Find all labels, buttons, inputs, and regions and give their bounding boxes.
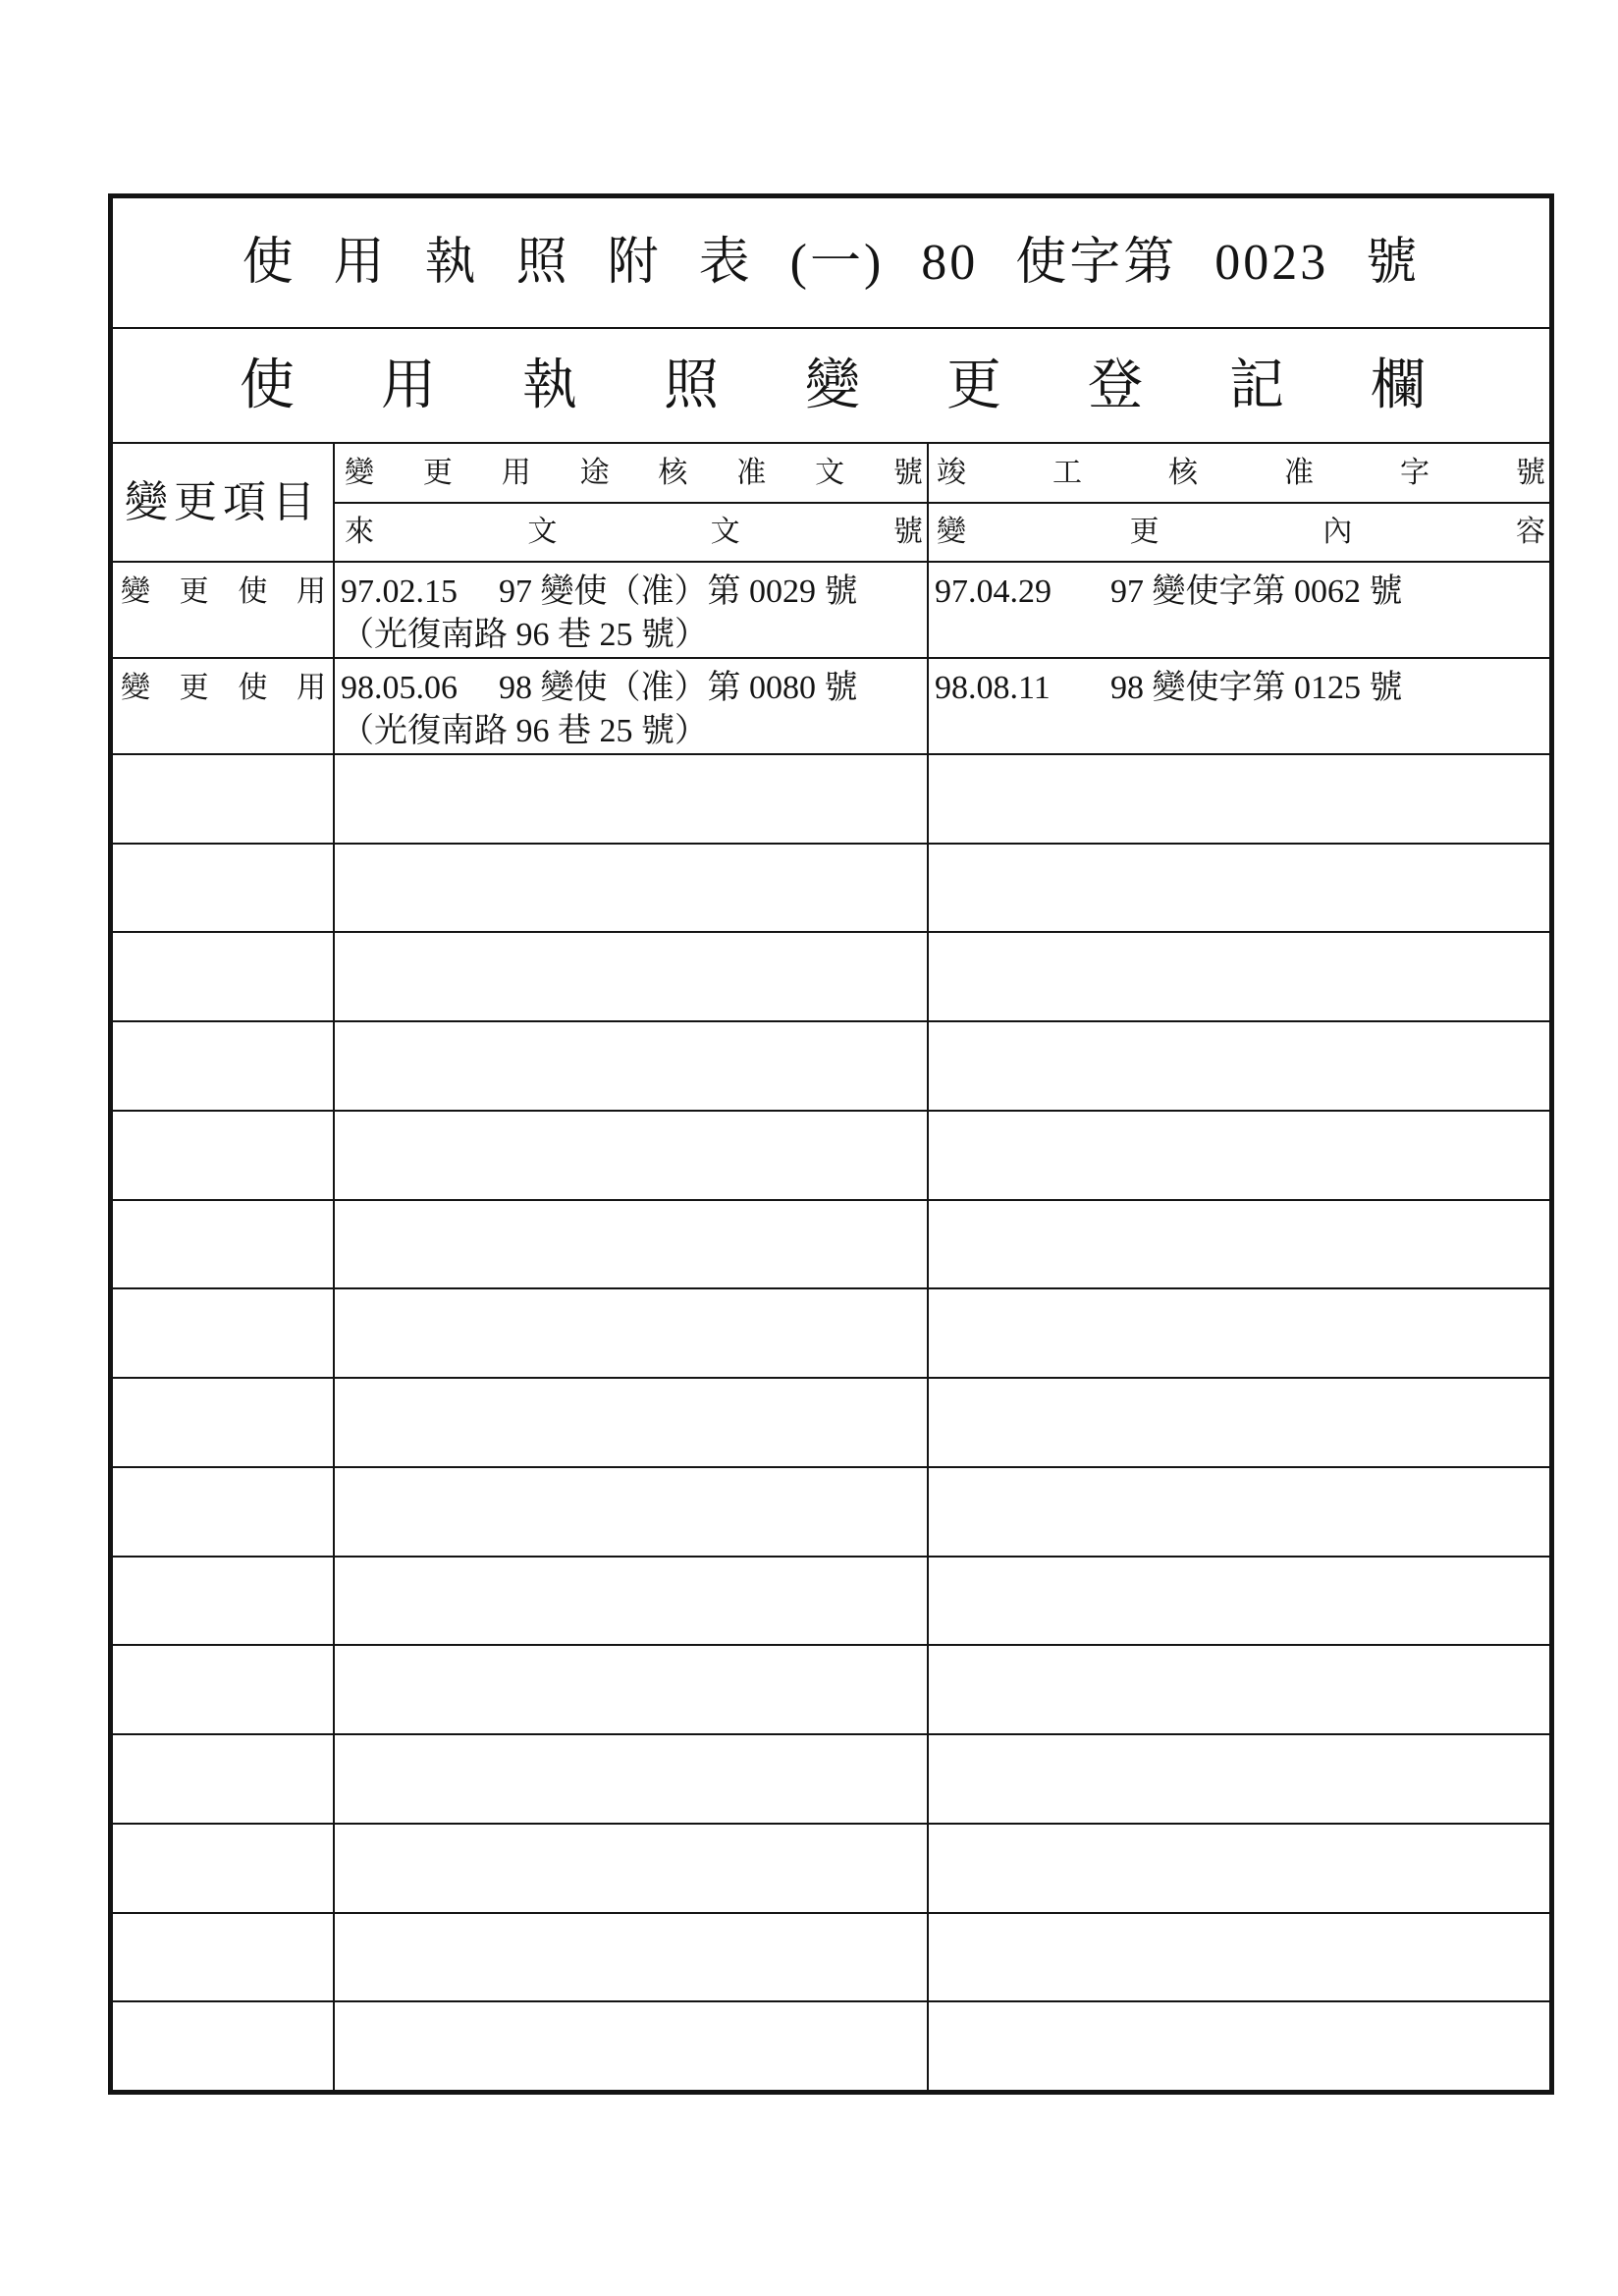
empty-table-row bbox=[113, 1022, 1549, 1112]
empty-cell bbox=[113, 1379, 335, 1466]
empty-table-row bbox=[113, 845, 1549, 934]
empty-cell bbox=[113, 1825, 335, 1912]
empty-table-row bbox=[113, 933, 1549, 1022]
completion-cell bbox=[929, 563, 1549, 657]
table-row bbox=[113, 659, 1549, 755]
empty-cell bbox=[929, 1825, 1549, 1912]
change-item: 變 更 使 用 bbox=[121, 672, 326, 704]
empty-cell bbox=[929, 2002, 1549, 2090]
completion-number: 97 變使字第 0062 號 bbox=[1110, 574, 1403, 610]
empty-cell bbox=[113, 1914, 335, 2001]
approval-number: 98 變使（准）第 0080 號 bbox=[499, 670, 858, 706]
subtitle-row bbox=[113, 329, 1549, 444]
empty-table-row bbox=[113, 1379, 1549, 1468]
empty-cell bbox=[113, 755, 335, 843]
empty-cell bbox=[113, 2002, 335, 2090]
empty-cell bbox=[113, 933, 335, 1020]
header-completion-number bbox=[929, 444, 1549, 504]
empty-cell bbox=[929, 1289, 1549, 1377]
empty-cell bbox=[335, 1201, 929, 1288]
empty-cell bbox=[113, 845, 335, 932]
empty-cell bbox=[929, 1468, 1549, 1556]
completion-number: 98 變使字第 0125 號 bbox=[1110, 670, 1403, 706]
empty-cell bbox=[335, 1735, 929, 1823]
empty-table-row bbox=[113, 1825, 1549, 1914]
table-row bbox=[113, 563, 1549, 659]
empty-table-row bbox=[113, 1558, 1549, 1647]
header-approval-number bbox=[335, 444, 927, 504]
address: （光復南路 96 巷 25 號） bbox=[341, 617, 708, 653]
empty-cell bbox=[335, 1468, 929, 1556]
empty-cell bbox=[929, 1022, 1549, 1110]
empty-table-row bbox=[113, 2002, 1549, 2090]
empty-table-row bbox=[113, 1201, 1549, 1290]
header-completion-number-label: 竣 工 核 准 字 號 bbox=[937, 456, 1545, 489]
empty-cell bbox=[335, 1022, 929, 1110]
header-change-content bbox=[929, 504, 1549, 561]
header-change-content-label: 變 更 內 容 bbox=[937, 516, 1545, 548]
approval-cell bbox=[335, 659, 929, 753]
empty-cell bbox=[113, 1201, 335, 1288]
title-row bbox=[113, 198, 1549, 329]
empty-cell bbox=[335, 1379, 929, 1466]
change-item: 變 更 使 用 bbox=[121, 575, 326, 608]
header-change-item bbox=[113, 444, 335, 561]
empty-cell bbox=[335, 1646, 929, 1733]
empty-cell bbox=[929, 933, 1549, 1020]
empty-cell bbox=[929, 1735, 1549, 1823]
approval-date: 97.02.15 bbox=[341, 574, 458, 610]
empty-cell bbox=[113, 1735, 335, 1823]
empty-cell bbox=[335, 1825, 929, 1912]
empty-cell bbox=[335, 933, 929, 1020]
empty-cell bbox=[335, 1112, 929, 1199]
approval-cell bbox=[335, 563, 929, 657]
empty-table-row bbox=[113, 1646, 1549, 1735]
address: （光復南路 96 巷 25 號） bbox=[341, 713, 708, 749]
empty-cell bbox=[929, 1112, 1549, 1199]
approval-date: 98.05.06 bbox=[341, 670, 458, 706]
empty-cell bbox=[113, 1289, 335, 1377]
empty-table-row bbox=[113, 1289, 1549, 1379]
empty-cell bbox=[335, 1289, 929, 1377]
page-title: 使 用 執 照 附 表 (一) 80 使字第 0023 號 bbox=[242, 234, 1421, 291]
empty-cell bbox=[113, 1112, 335, 1199]
empty-cell bbox=[335, 1558, 929, 1645]
empty-cell bbox=[335, 755, 929, 843]
empty-cell bbox=[929, 755, 1549, 843]
header-change-item-label: 變更項目 bbox=[125, 477, 321, 526]
empty-cell bbox=[929, 1914, 1549, 2001]
empty-cell bbox=[335, 845, 929, 932]
header-incoming-doc-number-label: 來 文 文 號 bbox=[345, 516, 923, 548]
empty-table-row bbox=[113, 755, 1549, 845]
completion-date: 97.04.29 bbox=[935, 574, 1052, 610]
empty-table-row bbox=[113, 1468, 1549, 1558]
table-header bbox=[113, 444, 1549, 563]
empty-table-row bbox=[113, 1735, 1549, 1825]
header-incoming-doc-number bbox=[335, 504, 927, 561]
empty-cell bbox=[335, 2002, 929, 2090]
empty-cell bbox=[929, 1558, 1549, 1645]
permit-attachment-table bbox=[108, 193, 1554, 2095]
table-body bbox=[113, 563, 1549, 2090]
change-item-cell bbox=[113, 659, 335, 753]
empty-table-row bbox=[113, 1112, 1549, 1201]
approval-number: 97 變使（准）第 0029 號 bbox=[499, 574, 858, 610]
completion-cell bbox=[929, 659, 1549, 753]
section-title: 使 用 執 照 變 更 登 記 欄 bbox=[240, 355, 1426, 416]
empty-cell bbox=[929, 1201, 1549, 1288]
empty-cell bbox=[113, 1646, 335, 1733]
header-completion-column bbox=[929, 444, 1549, 561]
change-item-cell bbox=[113, 563, 335, 657]
header-approval-number-label: 變 更 用 途 核 准 文 號 bbox=[345, 456, 923, 489]
empty-cell bbox=[929, 1379, 1549, 1466]
empty-cell bbox=[335, 1914, 929, 2001]
empty-cell bbox=[113, 1558, 335, 1645]
empty-cell bbox=[929, 1646, 1549, 1733]
header-approval-column bbox=[335, 444, 929, 561]
empty-table-row bbox=[113, 1914, 1549, 2003]
empty-cell bbox=[113, 1022, 335, 1110]
empty-cell bbox=[113, 1468, 335, 1556]
completion-date: 98.08.11 bbox=[935, 670, 1051, 706]
empty-cell bbox=[929, 845, 1549, 932]
